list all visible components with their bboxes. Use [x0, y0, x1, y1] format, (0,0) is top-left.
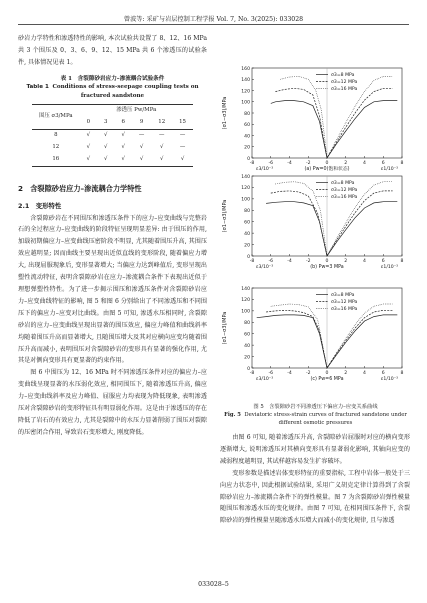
y-tick-label: 20 [244, 355, 250, 361]
table-cell: — [179, 132, 186, 139]
y-tick-label: 20 [244, 145, 250, 151]
table-caption [18, 75, 207, 101]
panel-subtitle: (b) Pw=3 MPa [310, 265, 344, 270]
y-tick-label: 40 [244, 134, 250, 140]
x-tick-label: 6 [381, 259, 385, 264]
y-tick-label: 0 [247, 156, 250, 162]
panel-subtitle: (a) Pw=0(饱和状态) [304, 167, 350, 172]
series-line [271, 304, 393, 368]
y-tick-label: 80 [244, 321, 250, 327]
table-col-header: 3 [97, 117, 114, 129]
series-line [271, 101, 398, 158]
section-heading-2-1: 2.1 变形特性 [18, 201, 62, 210]
table-cell: √ [121, 132, 125, 139]
x-axis-label-right: ε1/10⁻³ [380, 167, 398, 172]
figure-caption-cn: 图 5 含裂隙砂岩不同渗透压下偏应力–应变关系曲线 [253, 404, 378, 410]
table-cell: √ [159, 143, 164, 150]
x-tick-label: -8 [249, 259, 255, 264]
table-row [32, 142, 193, 154]
table-cell: √ [139, 143, 144, 150]
table-row [32, 154, 193, 166]
legend-label: σ3=8 MPa [331, 293, 355, 298]
x-tick-label: 6 [381, 161, 385, 166]
figure-caption-en [218, 411, 413, 427]
table-cell: √ [151, 154, 172, 166]
y-tick-label: 20 [244, 243, 250, 249]
table-title-en: Conditions of stress-seepage coupling tests on fractured sandstone [52, 84, 199, 99]
series-line [266, 310, 393, 368]
left-paragraph-1: 砂岩力学特性和渗透特性的影响, 本次试验共设置了 8、12、16 MPa 共 3 个围压及 0、3、6、9、12、15 MPa 共 6 个渗透压的试验条件, 具体情况见表 1。 [18, 35, 207, 66]
table-cell: √ [86, 132, 90, 139]
y-axis-label: (σ1−σ3)/MPa [222, 96, 228, 130]
y-tick-label: 60 [244, 332, 250, 338]
table-cell: 16 [32, 154, 80, 166]
right-column [220, 432, 410, 527]
figure-label-en: Fig. 5 [224, 412, 241, 418]
y-tick-label: 80 [244, 111, 250, 117]
x-tick-label: -8 [249, 161, 255, 166]
legend-label: σ3=16 MPa [331, 307, 358, 312]
table-cell: √ [97, 154, 114, 166]
y-tick-label: 120 [241, 298, 250, 304]
table-col-header: 9 [132, 117, 151, 129]
x-tick-label: -8 [249, 371, 255, 376]
legend-label: σ3=16 MPa [331, 87, 358, 92]
x-tick-label: -4 [287, 259, 292, 264]
y-tick-label: 140 [241, 286, 250, 292]
table-cell: — [138, 132, 145, 139]
x-tick-label: -2 [305, 259, 311, 264]
series-line [271, 191, 393, 256]
table-caption-en [18, 83, 207, 100]
left-column [18, 33, 207, 439]
table-cell: √ [121, 143, 125, 150]
y-tick-label: 40 [244, 343, 250, 349]
table-header-osmotic: 渗透压 Pw/MPa [80, 105, 193, 117]
table-cell: — [159, 132, 165, 139]
table-cell: — [179, 143, 186, 150]
y-axis-label: (σ1−σ3)/MPa [222, 311, 228, 345]
running-header: 曾波等: 采矿与岩层控制工程学报 Vol. 7, No. 3(2025): 033028 [123, 16, 304, 23]
x-axis-label-right: ε1/10⁻³ [380, 265, 398, 270]
x-axis-label-left: ε3/10⁻³ [256, 265, 274, 270]
x-axis-label-left: ε3/10⁻³ [256, 167, 274, 172]
table-cell: √ [172, 154, 193, 166]
x-tick-label: 8 [400, 259, 404, 264]
y-tick-label: 60 [244, 220, 250, 226]
x-tick-label: 8 [400, 161, 404, 166]
left-paragraph-2: 含裂隙砂岩在不同围压和渗透压条件下的应力–应变曲线与完整岩石的全过程应力–应变曲线的阶段特征呈现明显差异: 由于围压的作用, 加载初期偏应力–应变曲线压密阶段不明显, 尤其随着围压升高, 其围压效应越明显; 因而曲线主要呈现出近似直线的变形阶段, 随着偏应力增大, 出现屈服现象后, 变形显著增大; 当偏应力达到峰值后, 变形呈现出塑性流动特征, 表明含裂隙砂岩在应力–渗流耦合条件下表现出近似于理想弹塑性特性。为了进一步揭示围压和渗透压条件对含裂隙砂岩应力–应变曲线特征的影响, 图 5 和图 6 分别给出了不同渗透压和不同围压下的偏应力–应变对比曲线。由图 5 可知, 渗透水压相同时, 含裂隙砂岩的应力–应变曲线呈现出显著的围压效应, 偏应力峰值和曲线斜率均随着围压升高而显著增大, 且随围压增大及其对应横向应变均随着围压升高而减小, 表明围压对含裂隙砂岩的变形具有显著的强化作用, 尤其是对侧向变形具有更显著的约束作用。 [18, 214, 207, 365]
page-number: 033028–5 [198, 581, 229, 588]
x-tick-label: 2 [344, 259, 348, 264]
table-header-confining: 围压 σ3/MPa [32, 105, 80, 130]
table-cell: √ [104, 132, 108, 139]
x-tick-label: -6 [268, 371, 274, 376]
table-cell: 8 [54, 132, 58, 139]
table-row [32, 130, 193, 142]
legend-label: σ3=12 MPa [331, 80, 358, 85]
legend-label: σ3=16 MPa [331, 195, 358, 200]
table-col-header: 12 [151, 117, 172, 129]
section-heading-2: 2 含裂隙砂岩应力–渗流耦合力学特性 [18, 183, 142, 193]
x-tick-label: -2 [305, 161, 311, 166]
right-paragraph-2: 变形参数是描述岩体变形特征的重要指标, 工程中岩体一般处于三向应力状态中, 因此根据试验结果, 采用广义胡克定律计算得到了含裂隙砂岩应力–渗流耦合条件下的弹性模量。图 7 为含裂隙砂岩弹性模量随围压和渗透水压的变化规律。由图 7 可知, 在相同围压条件下, 含裂隙砂岩的弹性模量呈随渗透水压增大而减小的变化规律, 且与渗透 [220, 469, 410, 525]
legend-label: σ3=8 MPa [331, 181, 355, 186]
table-cell: √ [104, 143, 108, 150]
x-axis-label-right: ε1/10⁻³ [380, 377, 398, 382]
x-tick-label: 0 [325, 371, 329, 376]
table-cell: √ [80, 154, 97, 166]
y-tick-label: 0 [247, 254, 250, 260]
x-tick-label: 4 [363, 259, 366, 264]
y-tick-label: 100 [241, 309, 250, 315]
chart-b [216, 170, 416, 288]
header-rule [18, 24, 409, 25]
x-axis-label-left: ε3/10⁻³ [256, 377, 274, 382]
y-tick-label: 80 [244, 209, 250, 215]
x-tick-label: 6 [381, 371, 385, 376]
table-col-header: 15 [172, 117, 193, 129]
y-tick-label: 140 [241, 78, 250, 84]
y-tick-label: 120 [241, 186, 250, 192]
table-col-header: 6 [114, 117, 131, 129]
conditions-table [32, 104, 193, 167]
x-tick-label: 0 [325, 161, 329, 166]
table-col-header: 0 [80, 117, 97, 129]
chart-c [216, 282, 416, 402]
x-tick-label: -4 [287, 161, 292, 166]
x-tick-label: 8 [400, 371, 404, 376]
y-tick-label: 60 [244, 123, 250, 129]
y-tick-label: 140 [241, 174, 250, 180]
x-tick-label: 0 [325, 259, 329, 264]
x-tick-label: 2 [344, 161, 348, 166]
y-axis-label: (σ1−σ3)/MPa [222, 199, 228, 233]
legend-label: σ3=12 MPa [331, 300, 358, 305]
right-paragraph-1: 由图 6 可知, 随着渗透压升高, 含裂隙砂岩屈服时对应的横向变形逐渐增大, 说明渗透压对其横向变形具有显著弱化影响, 其轴向应变的减弱程度越明显, 其试样越容易发生扩容破坏。 [220, 434, 410, 465]
figure-title-en: Deviatoric stress-strain curves of fractured sandstone under different osmotic pressures [244, 412, 407, 426]
x-tick-label: 4 [363, 161, 366, 166]
x-tick-label: -6 [268, 161, 274, 166]
table-caption-cn: 表 1 含裂隙砂岩应力–渗流耦合试验条件 [60, 75, 165, 82]
x-tick-label: -4 [287, 371, 292, 376]
left-paragraph-3: 图 6 中围压为 12、16 MPa 时不同渗透压条件对应的偏应力–应变曲线呈现显著的水压弱化效应, 相同围压下, 随着渗透压升高, 偏应力–应变曲线斜率及应力峰值、屈服应力均表现为降低现象, 表明渗透压对含裂隙砂岩的变形特征具有明显弱化作用。这是由于渗透压的存在降低了岩石的有效应力, 尤其是裂隙中的水压力显著削弱了围压对裂隙的压密闭合作用, 导致岩石变形增大, 刚度降低。 [18, 369, 207, 436]
y-tick-label: 100 [241, 197, 250, 203]
panel-subtitle: (c) Pw=6 MPa [310, 377, 344, 382]
x-tick-label: 2 [344, 371, 348, 376]
y-tick-label: 100 [241, 100, 250, 106]
table-label-en: Table 1 [26, 84, 49, 91]
y-tick-label: 120 [241, 89, 250, 95]
x-tick-label: 4 [363, 371, 366, 376]
y-tick-label: 40 [244, 231, 250, 237]
x-tick-label: -2 [305, 371, 311, 376]
y-tick-label: 0 [247, 366, 250, 372]
series-line [266, 202, 397, 256]
table-cell: √ [114, 154, 131, 166]
y-tick-label: 160 [241, 66, 250, 72]
table-cell: √ [86, 143, 90, 150]
table-cell: 12 [52, 143, 60, 150]
legend-label: σ3=8 MPa [331, 73, 355, 78]
figure-caption [218, 403, 413, 427]
table-cell: √ [132, 154, 151, 166]
legend-label: σ3=12 MPa [331, 188, 358, 193]
x-tick-label: -6 [268, 259, 274, 264]
